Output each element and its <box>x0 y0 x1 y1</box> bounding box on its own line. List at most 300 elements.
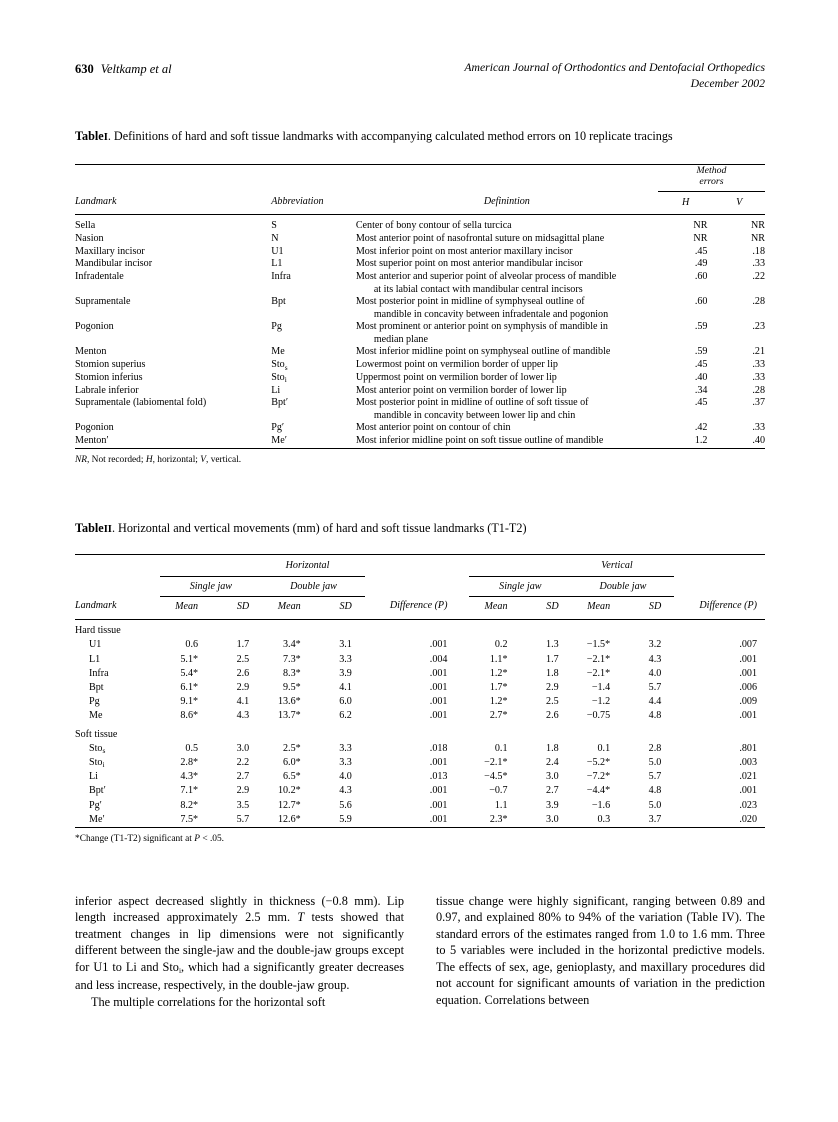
column-spacer <box>455 770 469 784</box>
cell-method-error-v: .22 <box>752 271 765 283</box>
table-row <box>75 371 765 384</box>
cell-v-single-mean: −4.5* <box>484 771 508 783</box>
running-head-right <box>464 60 765 92</box>
cell-h-double-sd: 3.3 <box>339 653 352 665</box>
table-section-header <box>75 724 765 742</box>
cell-landmark: Pg′ <box>89 799 102 811</box>
cell-v-double-sd: 5.0 <box>648 799 662 811</box>
cell-v-single-sd: 1.7 <box>546 653 559 665</box>
cell-method-error-v: .18 <box>752 245 765 257</box>
col-header-definition: Definintion <box>483 196 530 208</box>
cell-h-single-mean: 8.6* <box>180 710 199 722</box>
cell-h-double-mean: 9.5* <box>283 681 301 693</box>
column-spacer <box>455 667 469 681</box>
subgroup-v-single-jaw: Single jaw <box>469 576 572 596</box>
column-spacer <box>455 653 469 667</box>
cell-v-single-mean: −0.7 <box>489 785 508 797</box>
cell-h-single-sd: 3.0 <box>236 742 250 754</box>
cell-h-single-mean: 2.8* <box>180 756 199 768</box>
cell-definition: Most anterior point of nasofrontal suture on midsagittal plane <box>355 232 605 244</box>
group-header-vertical: Vertical <box>601 559 633 571</box>
cell-method-error-h: NR <box>693 232 708 244</box>
cell-v-difference: .021 <box>739 771 757 783</box>
cell-h-single-mean: 7.5* <box>180 813 199 825</box>
table-2-column-headers <box>75 596 765 619</box>
cell-definition: Most anterior and superior point of alveolar process of mandible at its labial contact with mandibular central incisors <box>355 271 617 295</box>
col-header-h-single-mean: Mean <box>160 596 211 619</box>
cell-h-single-mean: 5.1* <box>180 653 199 665</box>
table-row <box>75 681 765 695</box>
cell-v-single-sd: 1.8 <box>546 667 559 679</box>
cell-method-error-v: .21 <box>752 346 765 358</box>
cell-landmark: Stomion inferius <box>75 371 143 383</box>
table-1-caption <box>75 128 765 147</box>
cell-landmark: Pg <box>89 696 100 708</box>
column-spacer <box>455 709 469 723</box>
table-2-number: II <box>103 524 112 535</box>
table-row <box>75 756 765 770</box>
cell-abbreviation: Bpt′ <box>271 397 289 409</box>
cell-landmark: Infra <box>89 667 109 679</box>
issue-date: December 2002 <box>690 77 765 90</box>
cell-definition: Most inferior midline point on symphyseal outline of mandible <box>355 346 611 358</box>
cell-h-double-sd: 3.3 <box>339 756 352 768</box>
table-1-footnote: NR, Not recorded; H, horizontal; V, vertical. <box>75 448 765 467</box>
table-2 <box>75 554 765 827</box>
cell-h-double-sd: 3.3 <box>339 742 352 754</box>
cell-abbreviation: Pg <box>271 321 282 333</box>
table-2-caption <box>75 520 765 539</box>
cell-method-error-v: .33 <box>752 258 765 270</box>
cell-v-difference: .001 <box>739 785 757 797</box>
cell-v-double-mean: −1.4 <box>591 681 611 693</box>
cell-v-double-sd: 5.0 <box>648 756 662 768</box>
cell-method-error-h: .60 <box>694 296 708 308</box>
cell-method-error-h: .60 <box>694 271 708 283</box>
cell-h-single-mean: 8.2* <box>180 799 199 811</box>
cell-v-single-mean: −2.1* <box>484 756 508 768</box>
cell-abbreviation: Li <box>271 384 281 396</box>
subgroup-v-double-jaw: Double jaw <box>572 576 675 596</box>
col-header-h-double-mean: Mean <box>262 596 313 619</box>
cell-abbreviation: Me <box>271 346 285 358</box>
table-row <box>75 813 765 827</box>
table-2-caption-text: . Horizontal and vertical movements (mm) of hard and soft tissue landmarks (T1-T2) <box>111 521 527 535</box>
table-row <box>75 215 765 233</box>
cell-abbreviation: Infra <box>271 271 291 283</box>
cell-method-error-h: .45 <box>694 359 708 371</box>
col-header-v: V <box>713 191 765 214</box>
cell-abbreviation: N <box>271 232 279 244</box>
table-row <box>75 435 765 448</box>
column-spacer <box>455 695 469 709</box>
cell-abbreviation: Sto$_s$ <box>271 359 288 372</box>
cell-h-difference: .001 <box>429 756 448 768</box>
cell-v-single-sd: 1.3 <box>546 639 559 651</box>
cell-method-error-h: .49 <box>694 258 708 270</box>
table-row <box>75 397 765 422</box>
table-row <box>75 667 765 681</box>
column-spacer <box>455 784 469 798</box>
cell-v-single-mean: 1.1 <box>494 799 508 811</box>
cell-v-single-sd: 2.7 <box>546 785 559 797</box>
cell-abbreviation: Pg′ <box>271 422 285 434</box>
table-row <box>75 695 765 709</box>
cell-definition: Lowermost point on vermilion border of upper lip <box>355 359 558 371</box>
cell-v-double-mean: −4.4* <box>586 785 611 797</box>
subgroup-h-single-jaw: Single jaw <box>160 576 263 596</box>
table-row <box>75 422 765 435</box>
body-text <box>75 893 765 1010</box>
cell-h-single-mean: 4.3* <box>180 771 199 783</box>
cell-h-single-sd: 2.5 <box>236 653 250 665</box>
column-spacer <box>455 813 469 827</box>
cell-h-double-sd: 5.9 <box>339 813 352 825</box>
table-row <box>75 321 765 346</box>
cell-v-double-mean: −5.2* <box>586 756 611 768</box>
journal-title: American Journal of Orthodontics and Dentofacial Orthopedics <box>464 61 765 74</box>
cell-method-error-v: .28 <box>752 384 765 396</box>
col-header-v-single-mean: Mean <box>469 596 520 619</box>
table-1 <box>75 164 765 448</box>
cell-h-single-sd: 4.3 <box>236 710 250 722</box>
cell-h-single-sd: 2.9 <box>236 681 250 693</box>
group-header-horizontal: Horizontal <box>285 559 330 571</box>
cell-h-double-mean: 6.0* <box>283 756 301 768</box>
cell-h-double-sd: 3.1 <box>339 639 352 651</box>
cell-v-double-mean: 0.1 <box>597 742 611 754</box>
cell-h-difference: .001 <box>429 681 448 693</box>
table-row <box>75 271 765 296</box>
col-header-v-double-mean: Mean <box>572 596 623 619</box>
column-spacer <box>455 742 469 756</box>
cell-h-single-sd: 2.2 <box>236 756 250 768</box>
table-row <box>75 346 765 359</box>
cell-landmark: Bpt <box>89 681 104 693</box>
cell-h-double-mean: 3.4* <box>283 639 301 651</box>
table-row <box>75 296 765 321</box>
cell-abbreviation: L1 <box>271 258 283 270</box>
cell-v-double-mean: −7.2* <box>586 771 611 783</box>
running-head <box>75 60 765 96</box>
cell-landmark: Sella <box>75 220 96 232</box>
cell-v-difference: .023 <box>739 799 757 811</box>
cell-method-error-h: NR <box>693 220 708 232</box>
cell-definition: Uppermost point on vermilion border of lower lip <box>355 371 557 383</box>
cell-landmark: Li <box>89 771 98 783</box>
cell-v-double-sd: 4.8 <box>648 710 662 722</box>
cell-v-difference: .001 <box>739 653 757 665</box>
table-1-block <box>75 128 765 467</box>
cell-landmark: Menton′ <box>75 435 109 447</box>
cell-h-double-mean: 8.3* <box>283 667 301 679</box>
cell-v-double-mean: −2.1* <box>586 667 611 679</box>
cell-v-single-sd: 3.0 <box>546 771 559 783</box>
cell-h-difference: .001 <box>429 813 448 825</box>
cell-h-single-sd: 5.7 <box>236 813 250 825</box>
cell-h-double-sd: 4.3 <box>339 785 352 797</box>
cell-abbreviation: Bpt <box>271 296 286 308</box>
cell-definition: Most inferior midline point on soft tissue outline of mandible <box>355 435 604 447</box>
cell-v-double-sd: 4.8 <box>648 785 662 797</box>
column-spacer <box>455 799 469 813</box>
cell-v-single-sd: 2.4 <box>546 756 559 768</box>
table-row <box>75 384 765 397</box>
cell-v-double-sd: 2.8 <box>648 742 662 754</box>
table-row <box>75 245 765 258</box>
subgroup-h-double-jaw: Double jaw <box>262 576 365 596</box>
cell-landmark: U1 <box>89 639 102 651</box>
cell-landmark: Menton <box>75 346 107 358</box>
table-1-label: Table <box>75 129 104 143</box>
table-row <box>75 770 765 784</box>
cell-h-single-sd: 4.1 <box>236 696 250 708</box>
page-number: 630 <box>75 62 94 76</box>
table-section-header <box>75 620 765 639</box>
cell-v-single-mean: 0.1 <box>494 742 508 754</box>
cell-h-difference: .013 <box>429 771 448 783</box>
cell-landmark: Maxillary incisor <box>75 245 145 257</box>
cell-v-double-sd: 3.7 <box>648 813 662 825</box>
cell-h-single-mean: 9.1* <box>180 696 199 708</box>
cell-landmark: Bpt′ <box>89 785 106 797</box>
cell-method-error-h: .59 <box>694 346 708 358</box>
cell-h-double-mean: 2.5* <box>283 742 301 754</box>
cell-definition: Center of bony contour of sella turcica <box>355 220 512 232</box>
cell-h-difference: .004 <box>429 653 448 665</box>
cell-v-single-mean: 1.2* <box>489 667 508 679</box>
cell-h-double-sd: 5.6 <box>339 799 352 811</box>
cell-h-single-sd: 2.7 <box>236 771 250 783</box>
cell-v-difference: .006 <box>739 681 757 693</box>
cell-v-single-mean: 0.2 <box>494 639 508 651</box>
cell-method-error-v: .33 <box>752 359 765 371</box>
cell-landmark: Stomion superius <box>75 359 146 371</box>
cell-h-difference: .018 <box>429 742 448 754</box>
col-header-h-double-sd: SD <box>314 596 365 619</box>
table-2-subgroup-headers <box>75 576 765 596</box>
cell-method-error-v: .37 <box>752 397 765 409</box>
col-header-v-difference: Difference (P) <box>699 600 757 612</box>
cell-h-double-mean: 13.7* <box>277 710 301 722</box>
cell-abbreviation: S <box>271 220 277 232</box>
table-2-body <box>75 620 765 827</box>
column-spacer <box>455 681 469 695</box>
cell-v-double-sd: 3.2 <box>648 639 662 651</box>
cell-abbreviation: Sto$_i$ <box>271 371 287 385</box>
cell-abbreviation: U1 <box>271 245 284 257</box>
cell-h-difference: .001 <box>429 785 448 797</box>
cell-v-double-mean: −0.75 <box>586 710 611 722</box>
cell-landmark: Labrale inferior <box>75 384 139 396</box>
cell-v-single-mean: 2.3* <box>489 813 508 825</box>
cell-h-double-mean: 10.2* <box>277 785 301 797</box>
table-2-footnote: *Change (T1-T2) significant at P < .05. <box>75 827 765 846</box>
cell-h-difference: .001 <box>429 696 448 708</box>
cell-v-single-sd: 1.8 <box>546 742 559 754</box>
table-1-top-rule <box>75 164 765 191</box>
cell-method-error-v: .23 <box>752 321 765 333</box>
section-title: Soft tissue <box>75 728 118 740</box>
cell-h-double-sd: 6.0 <box>339 696 352 708</box>
cell-method-error-h: .34 <box>694 384 708 396</box>
cell-h-double-mean: 6.5* <box>283 771 301 783</box>
table-row <box>75 784 765 798</box>
cell-landmark: Supramentale <box>75 296 131 308</box>
cell-h-single-sd: 1.7 <box>236 639 250 651</box>
cell-method-error-v: .40 <box>752 435 765 447</box>
cell-h-difference: .001 <box>429 667 448 679</box>
cell-v-single-mean: 1.1* <box>489 653 508 665</box>
col-header-v-single-sd: SD <box>521 596 572 619</box>
cell-h-double-sd: 4.1 <box>339 681 352 693</box>
table-2-top-rule <box>75 554 765 576</box>
cell-v-single-sd: 2.5 <box>546 696 559 708</box>
cell-h-double-mean: 12.6* <box>277 813 301 825</box>
column-spacer <box>455 756 469 770</box>
cell-v-difference: .020 <box>739 813 757 825</box>
cell-h-difference: .001 <box>429 799 448 811</box>
cell-h-single-sd: 2.9 <box>236 785 250 797</box>
cell-h-single-mean: 6.1* <box>180 681 199 693</box>
cell-v-double-mean: −2.1* <box>586 653 611 665</box>
cell-v-difference: .001 <box>739 667 757 679</box>
cell-method-error-h: .45 <box>694 397 708 409</box>
col-header-landmark: Landmark <box>75 196 117 208</box>
cell-landmark: Mandibular incisor <box>75 258 153 270</box>
body-column-left <box>75 893 404 1010</box>
cell-landmark: Sto$_s$ <box>89 742 106 756</box>
cell-v-difference: .007 <box>739 639 757 651</box>
cell-landmark: Nasion <box>75 232 104 244</box>
cell-v-single-sd: 3.0 <box>546 813 559 825</box>
paragraph-tissue-change: tissue change were highly significant, ranging between 0.89 and 0.97, and explained 80% to 94% of the variation (Table IV). The standard errors of the estimates ranged from 1.0 to 1.6 mm. Three to 5 variables were included in the horizontal predictive models. The effects of sex, age, genioplasty, and maxillary procedures did not account for significant amounts of variation in the prediction equation. Correlations between <box>436 894 765 1007</box>
table-1-column-headers <box>75 191 765 214</box>
table-row <box>75 359 765 372</box>
table-row <box>75 258 765 271</box>
paragraph-continued: inferior aspect decreased slightly in thickness (−0.8 mm). Lip length increased approximately 2.5 mm. T tests showed that treatment changes in lip dimensions were not significantly different between the single-jaw and the double-jaw groups except for U1 to Li and Sto$_i$, which had a significantly greater decreases and less increase, respectively, in the double-jaw group. <box>75 894 405 993</box>
running-head-author: Veltkamp et al <box>100 62 172 76</box>
cell-method-error-v: .33 <box>752 422 765 434</box>
cell-v-double-sd: 5.7 <box>648 681 662 693</box>
cell-method-error-v: .33 <box>752 371 765 383</box>
table-2-label: Table <box>75 521 104 535</box>
cell-method-error-v: .28 <box>752 296 765 308</box>
table-1-number: I <box>103 132 108 143</box>
cell-landmark: Sto$_i$ <box>89 756 105 770</box>
col-header-h: H <box>658 191 714 214</box>
table-row <box>75 638 765 652</box>
cell-method-error-v: NR <box>750 220 765 232</box>
cell-landmark: L1 <box>89 653 101 665</box>
cell-h-double-mean: 7.3* <box>283 653 301 665</box>
running-head-left <box>75 60 172 78</box>
cell-h-double-mean: 13.6* <box>277 696 301 708</box>
cell-h-single-sd: 3.5 <box>236 799 250 811</box>
col-header-h-difference: Difference (P) <box>389 600 448 612</box>
cell-h-difference: .001 <box>429 639 448 651</box>
table-2-block <box>75 520 765 846</box>
cell-v-difference: .009 <box>739 696 757 708</box>
table-row <box>75 742 765 756</box>
cell-landmark: Supramentale (labiomental fold) <box>75 397 207 409</box>
cell-v-double-sd: 4.3 <box>648 653 662 665</box>
cell-definition: Most posterior point in midline of outline of soft tissue of mandible in concavity between lower lip and chin <box>355 397 589 421</box>
cell-v-double-sd: 4.4 <box>648 696 662 708</box>
cell-v-double-sd: 5.7 <box>648 771 662 783</box>
paragraph-multiple-correlations: The multiple correlations for the horizontal soft <box>91 994 326 1009</box>
cell-v-difference: .801 <box>739 742 757 754</box>
cell-v-single-mean: 1.7* <box>489 681 508 693</box>
cell-landmark: Me <box>89 710 103 722</box>
cell-v-double-mean: −1.2 <box>591 696 611 708</box>
cell-abbreviation: Me′ <box>271 435 287 447</box>
table-row <box>75 233 765 246</box>
cell-method-error-h: .45 <box>694 245 708 257</box>
cell-h-double-sd: 4.0 <box>339 771 352 783</box>
table-row <box>75 709 765 723</box>
cell-landmark: Infradentale <box>75 271 124 283</box>
col-header-h-single-sd: SD <box>211 596 262 619</box>
cell-v-difference: .003 <box>739 756 757 768</box>
cell-method-error-h: .42 <box>694 422 708 434</box>
cell-v-double-mean: −1.5* <box>586 639 611 651</box>
cell-v-difference: .001 <box>739 710 757 722</box>
cell-h-single-mean: 7.1* <box>180 785 199 797</box>
cell-definition: Most posterior point in midline of symphyseal outline of mandible in concavity between infradentale and pogonion <box>355 296 609 320</box>
column-spacer <box>455 638 469 652</box>
body-column-right <box>436 893 765 1010</box>
cell-h-double-mean: 12.7* <box>277 799 301 811</box>
cell-method-error-h: .40 <box>694 371 708 383</box>
cell-v-single-sd: 3.9 <box>546 799 559 811</box>
col-header-landmark: Landmark <box>75 600 117 612</box>
cell-v-single-mean: 2.7* <box>489 710 508 722</box>
cell-h-double-sd: 6.2 <box>339 710 352 722</box>
cell-landmark: Me′ <box>89 813 105 825</box>
table-row <box>75 653 765 667</box>
cell-definition: Most anterior point on vermilion border of lower lip <box>355 384 567 396</box>
cell-method-error-h: 1.2 <box>694 435 708 447</box>
table-1-method-errors-header: Method errors <box>696 164 727 188</box>
cell-v-single-sd: 2.6 <box>546 710 559 722</box>
cell-method-error-h: .59 <box>694 321 708 333</box>
cell-h-single-sd: 2.6 <box>236 667 250 679</box>
cell-v-single-mean: 1.2* <box>489 696 508 708</box>
cell-v-double-sd: 4.0 <box>648 667 662 679</box>
cell-method-error-v: NR <box>750 232 765 244</box>
cell-definition: Most inferior point on most anterior maxillary incisor <box>355 245 573 257</box>
cell-h-single-mean: 0.5 <box>185 742 199 754</box>
cell-v-double-mean: −1.6 <box>591 799 611 811</box>
cell-v-double-mean: 0.3 <box>597 813 611 825</box>
cell-h-difference: .001 <box>429 710 448 722</box>
section-title: Hard tissue <box>75 625 121 637</box>
col-header-v-double-sd: SD <box>623 596 674 619</box>
table-1-caption-text: . Definitions of hard and soft tissue landmarks with accompanying calculated method errors on 10 replicate tracings <box>107 129 673 143</box>
cell-definition: Most prominent or anterior point on symphysis of mandible in median plane <box>355 321 608 345</box>
cell-h-single-mean: 0.6 <box>185 639 199 651</box>
col-header-abbreviation: Abbreviation <box>271 196 324 208</box>
cell-landmark: Pogonion <box>75 321 114 333</box>
cell-h-double-sd: 3.9 <box>339 667 352 679</box>
cell-definition: Most anterior point on contour of chin <box>355 422 511 434</box>
table-row <box>75 799 765 813</box>
cell-h-single-mean: 5.4* <box>180 667 199 679</box>
cell-v-single-sd: 2.9 <box>546 681 559 693</box>
cell-landmark: Pogonion <box>75 422 114 434</box>
cell-definition: Most superior point on most anterior mandibular incisor <box>355 258 583 270</box>
